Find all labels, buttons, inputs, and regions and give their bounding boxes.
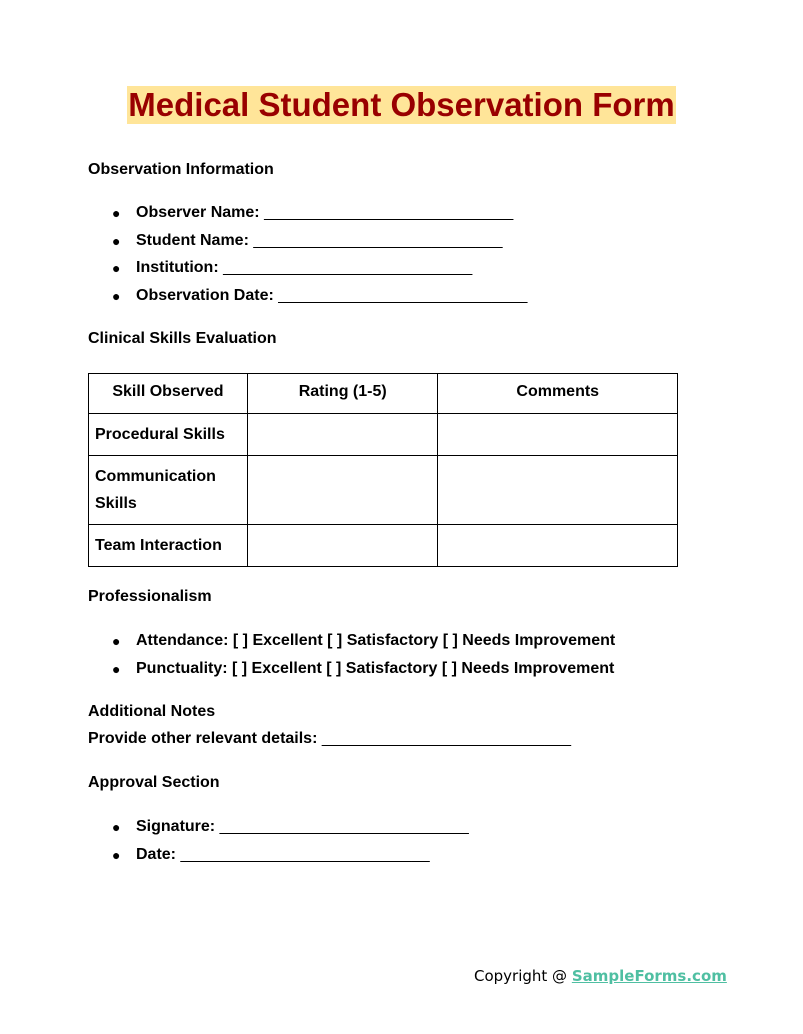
student-name-field[interactable]: ____________________________ xyxy=(253,231,503,249)
bullet-icon: ● xyxy=(112,260,121,276)
rating-cell[interactable] xyxy=(247,525,438,567)
punctuality-options[interactable]: Punctuality: [ ] Excellent [ ] Satisfactory [ ] Needs Improvement xyxy=(136,659,615,677)
observer-name-field[interactable]: ____________________________ xyxy=(264,204,514,221)
institution-field[interactable]: ____________________________ xyxy=(223,259,473,276)
signature-label: Signature: xyxy=(136,818,216,835)
approval-heading: Approval Section xyxy=(88,774,220,791)
skill-cell: Communication Skills xyxy=(89,456,248,525)
column-header-skill: Skill Observed xyxy=(89,374,248,414)
page-title: Medical Student Observation Form xyxy=(128,86,675,123)
bullet-icon: ● xyxy=(112,633,121,649)
skill-cell: Team Interaction xyxy=(89,525,248,567)
clinical-heading: Clinical Skills Evaluation xyxy=(88,330,277,347)
bullet-icon: ● xyxy=(112,287,121,304)
bullet-icon: ● xyxy=(112,205,121,221)
title-wrapper xyxy=(0,86,803,124)
attendance-options[interactable]: Attendance: [ ] Excellent [ ] Satisfactory [ ] Needs Improvement xyxy=(136,632,616,649)
observer-name-label: Observer Name: xyxy=(136,204,260,221)
bullet-icon: ● xyxy=(112,232,121,249)
student-name-label: Student Name: xyxy=(136,231,249,249)
bullet-icon: ● xyxy=(112,846,121,863)
notes-field[interactable]: ____________________________ xyxy=(321,730,572,747)
list-item xyxy=(112,286,527,314)
rating-cell[interactable] xyxy=(247,456,438,525)
table-row xyxy=(89,456,678,525)
bullet-icon: ● xyxy=(112,819,121,835)
column-header-comments: Comments xyxy=(438,374,678,414)
table-header-row xyxy=(89,374,678,414)
observation-date-field[interactable]: ____________________________ xyxy=(278,286,528,304)
signature-field[interactable]: ____________________________ xyxy=(219,818,469,835)
observation-date-label: Observation Date: xyxy=(136,286,274,304)
list-item xyxy=(112,231,527,259)
date-field[interactable]: ____________________________ xyxy=(180,845,430,863)
notes-heading: Additional Notes xyxy=(88,703,216,720)
comments-cell[interactable] xyxy=(438,456,678,525)
institution-label: Institution: xyxy=(136,259,219,276)
column-header-rating: Rating (1-5) xyxy=(247,374,438,414)
list-item xyxy=(112,845,469,873)
bullet-icon: ● xyxy=(112,660,121,677)
list-item xyxy=(112,203,527,231)
sampleforms-link[interactable]: SampleForms.com xyxy=(571,967,727,985)
comments-cell[interactable] xyxy=(438,414,678,456)
list-item xyxy=(112,258,527,286)
copyright-footer xyxy=(474,966,727,986)
notes-line xyxy=(88,729,571,749)
professionalism-heading: Professionalism xyxy=(88,588,212,605)
skills-table xyxy=(88,373,678,567)
list-item xyxy=(112,631,615,659)
rating-cell[interactable] xyxy=(247,414,438,456)
date-label: Date: xyxy=(136,845,177,863)
approval-list xyxy=(112,817,469,872)
list-item xyxy=(112,817,469,845)
observation-heading: Observation Information xyxy=(88,161,274,178)
skill-cell: Procedural Skills xyxy=(89,414,248,456)
copyright-text: Copyright @ xyxy=(474,967,572,985)
table-row xyxy=(89,414,678,456)
list-item xyxy=(112,659,615,687)
professionalism-list xyxy=(112,631,615,686)
observation-list xyxy=(112,203,527,313)
table-row xyxy=(89,525,678,567)
notes-prompt: Provide other relevant details: xyxy=(88,730,318,747)
comments-cell[interactable] xyxy=(438,525,678,567)
